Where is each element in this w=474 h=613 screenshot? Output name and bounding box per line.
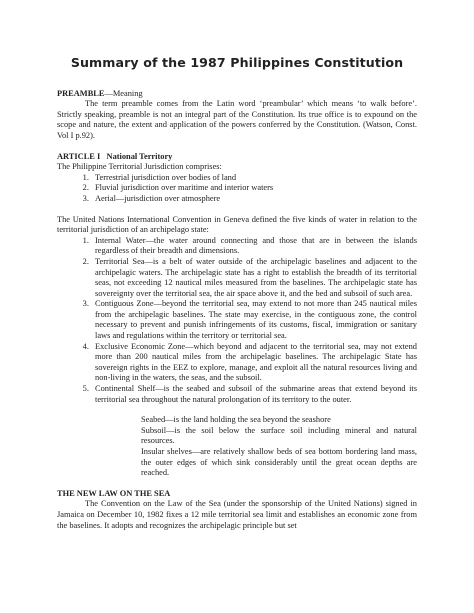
newlaw-body: The Convention on the Law of the Sea (under the sponsorship of the United Nations) signed in Jamaica on December 10, 1982 fixes a 12 mile territorial sea limit and establishes an economic zone from the baselines. It adopts and recognizes the archipelagic principle but set: [57, 499, 417, 530]
list-item: 2. Fluvial jurisdiction over maritime and interior waters: [91, 183, 417, 194]
preamble-section: [57, 89, 417, 142]
unconvention-section: [57, 215, 417, 406]
definition-subsoil: Subsoil—is the soil below the surface soil including mineral and natural resources.: [141, 425, 417, 446]
list-item: 2. Territorial Sea—is a belt of water outside of the archipelagic baselines and adjacent to the archipelagic waters. The archipelagic state has a right to establish the breadth of its territorial seas, not exceeding 12 nautical miles measured from the baselines. The archipelagic state has sovereignty over the territorial sea, the air space above it, and the bed and subsoil of such area.: [91, 257, 417, 299]
definition-insular-shelves: Insular shelves—are relatively shallow beds of sea bottom bordering land mass, the outer edges of which sink considerably until the great ocean depths are reached.: [141, 447, 417, 478]
list-item: 1. Terrestrial jurisdiction over bodies of land: [91, 173, 417, 184]
list-item: 3. Contiguous Zone—beyond the territorial sea, may extend to not more than 245 nautical miles from the archipelagic baselines. The state may exercise, in the contiguous zone, the control necessary to prevent and punish infringements of its customs, fiscal, immigration or sanitary laws and regulations within the territory or territorial sea.: [91, 299, 417, 341]
article1-section: [57, 152, 417, 205]
preamble-body: The term preamble comes from the Latin word ‘preambular’ which means ‘to walk before’. Strictly speaking, preamble is not an integral part of the Constitution. Its true office is to expound on the scope and nature, the extent and application of the powers conferred by the Constitution. (Watson, Const. Vol I p.92).: [57, 99, 417, 140]
document-title: Summary of the 1987 Philippines Constitution: [70, 55, 404, 70]
water-kinds-list: [57, 236, 417, 406]
preamble-subheading: —Meaning: [104, 88, 143, 98]
list-item: 4. Exclusive Economic Zone—which beyond and adjacent to the territorial sea, may not extend more than 200 nautical miles from the archipelagic baselines. The archipelagic State has sovereign rights in the EEZ to explore, manage, and exploit all the natural resources living and non-living in the waters, the seas, and the subsoil.: [91, 342, 417, 384]
newlaw-heading: THE NEW LAW ON THE SEA: [57, 488, 171, 498]
preamble-heading-label: PREAMBLE: [57, 88, 105, 98]
article1-heading-label: ARTICLE I: [57, 151, 101, 161]
preamble-heading: [57, 89, 417, 100]
definition-seabed: Seabed—is the land holding the sea beyond the seashore: [141, 415, 331, 425]
list-item: 1. Internal Water—the water around connecting and those that are in between the islands regardless of their breadth and dimensions.: [91, 236, 417, 257]
article1-subheading: National Territory: [106, 151, 173, 161]
unconvention-intro: The United Nations International Convention in Geneva defined the five kinds of water in relation to the territorial jurisdiction of an archipelago state:: [57, 214, 417, 235]
list-item: 5. Continental Shelf—is the seabed and subsoil of the submarine areas that extend beyond its territorial sea throughout the natural prolongation of its territory to the outer.: [91, 384, 417, 405]
article1-list: [57, 173, 417, 205]
article1-intro: The Philippine Territorial Jurisdiction comprises:: [57, 162, 222, 172]
newlaw-section: [57, 489, 417, 531]
definitions-block: [141, 415, 417, 479]
article1-heading: [57, 152, 417, 163]
list-item: 3. Aerial—jurisdiction over atmosphere: [91, 194, 417, 205]
